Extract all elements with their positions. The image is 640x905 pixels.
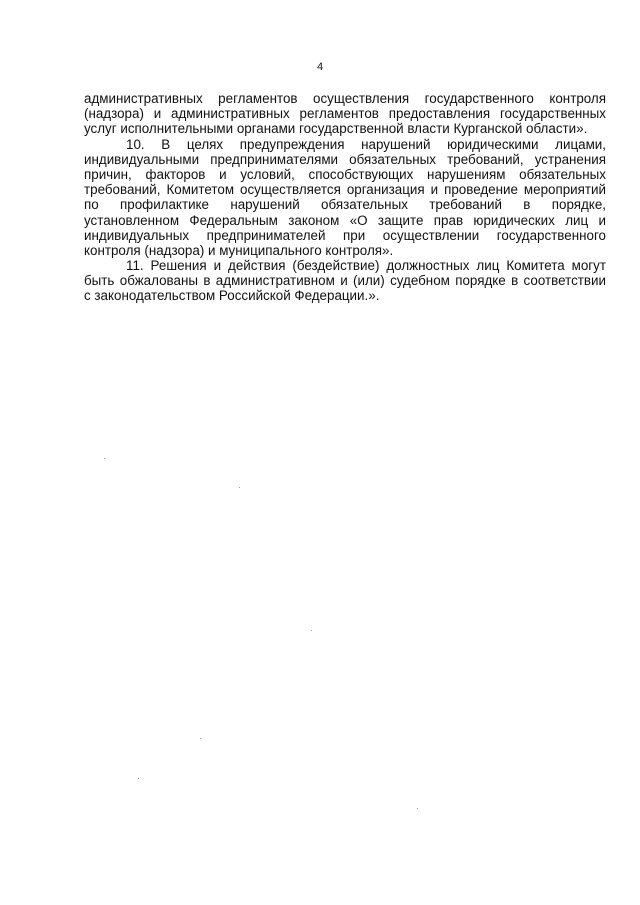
page-number: 4 [316,61,324,73]
scan-speck [138,778,139,779]
text-line: установленном Федеральным законом «О защите прав юридических лиц и [84,212,606,228]
text-line: причин, факторов и условий, способствующих нарушениям обязательных [84,166,606,182]
paragraph-item-11 [84,258,606,304]
text-line: 11. Решения и действия (бездействие) должностных лиц Комитета могут [126,258,606,274]
text-line: с законодательством Российской Федерации.». [84,288,380,304]
paragraph-item-10 [84,137,606,259]
text-line: 10. В целях предупреждения нарушений юридическими лицами, [126,136,606,152]
scan-speck [104,458,105,459]
text-line: по профилактике нарушений обязательных требований в порядке, [84,197,606,213]
scan-speck [239,487,240,488]
text-line: быть обжалованы в административном и (или) судебном порядке в соответствии [84,273,606,289]
scan-speck [311,630,312,631]
scan-speck [200,738,201,739]
text-line: индивидуальных предпринимателей при осуществлении государственного [84,227,606,243]
text-line: требований, Комитетом осуществляется организация и проведение мероприятий [84,182,606,198]
text-line: контроля (надзора) и муниципального контроля». [84,242,394,258]
paragraph-continuation [84,91,606,137]
text-line: услуг исполнительными органами государственной власти Курганской области». [84,121,588,137]
text-line: индивидуальными предпринимателями обязательных требований, устранения [84,151,606,167]
text-line: административных регламентов осуществления государственного контроля [84,91,606,106]
scan-speck [417,808,418,809]
text-line: (надзора) и административных регламентов предоставления государственных [84,106,606,122]
document-body [84,91,606,304]
